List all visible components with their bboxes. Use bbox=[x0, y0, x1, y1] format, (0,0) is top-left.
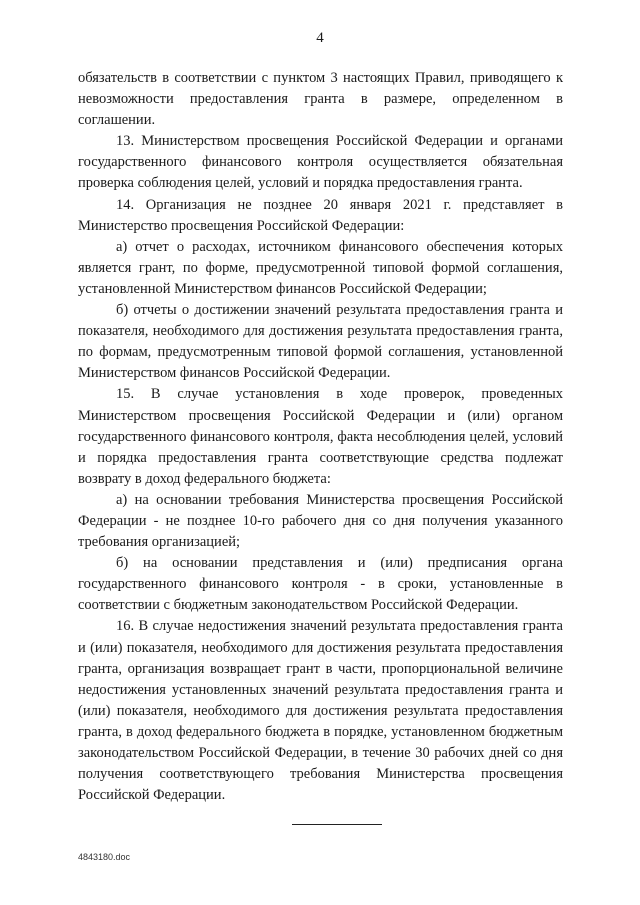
paragraph-15-b: б) на основании представления и (или) предписания органа государственного финансового контроля - в сроки, установленные в соответствии с бюджетным законодательством Российской Федерации. bbox=[78, 555, 563, 614]
paragraph-14-b: б) отчеты о достижении значений результата предоставления гранта и показателя, необходимого для достижения результата предоставления гранта, по формам, предусмотренным типовой формой соглашения, установленной Министерством финансов Российской Федерации. bbox=[78, 302, 563, 382]
paragraph-14: 14. Организация не позднее 20 января 2021 г. представляет в Министерство просвещения Российской Федерации: bbox=[78, 196, 563, 234]
page-number: 4 bbox=[316, 30, 324, 46]
paragraph-14-a: а) отчет о расходах, источником финансового обеспечения которых является грант, по форме, предусмотренной типовой формой соглашения, установленной Министерством финансов Российской Федерации; bbox=[78, 238, 563, 297]
document-body bbox=[78, 68, 563, 806]
end-divider bbox=[292, 824, 382, 825]
paragraph-16: 16. В случае недостижения значений результата предоставления гранта и (или) показателя, необходимого для достижения результата предоставления гранта, организация возвращает грант в части, пропорциональной величине недостижения установленных значений результата предоставления гранта и (или) показателя, необходимого для достижения результата предоставления гранта, в доход федерального бюджета в порядке, установленном бюджетным законодательством Российской Федерации, в течение 30 рабочих дней со дня получения соответствующего требования Министерства просвещения Российской Федерации. bbox=[78, 618, 563, 804]
paragraph-15-a: а) на основании требования Министерства просвещения Российской Федерации - не позднее 10-го рабочего дня со дня получения указанного требования организацией; bbox=[78, 491, 563, 551]
paragraph-13: 13. Министерством просвещения Российской Федерации и органами государственного финансового контроля осуществляется обязательная проверка соблюдения целей, условий и порядка предоставления гранта. bbox=[78, 133, 563, 192]
paragraph-continuation: обязательств в соответствии с пунктом 3 настоящих Правил, приводящего к невозможности предоставления гранта в размере, определенном в соглашении. bbox=[78, 70, 563, 129]
paragraph-15: 15. В случае установления в ходе проверок, проведенных Министерством просвещения Российской Федерации и (или) органом государственного финансового контроля, факта несоблюдения целей, условий и порядка предоставления гранта соответствующие средства подлежат возврату в доход федерального бюджета: bbox=[78, 386, 563, 487]
footer-file-code: 4843180.doc bbox=[78, 852, 131, 862]
